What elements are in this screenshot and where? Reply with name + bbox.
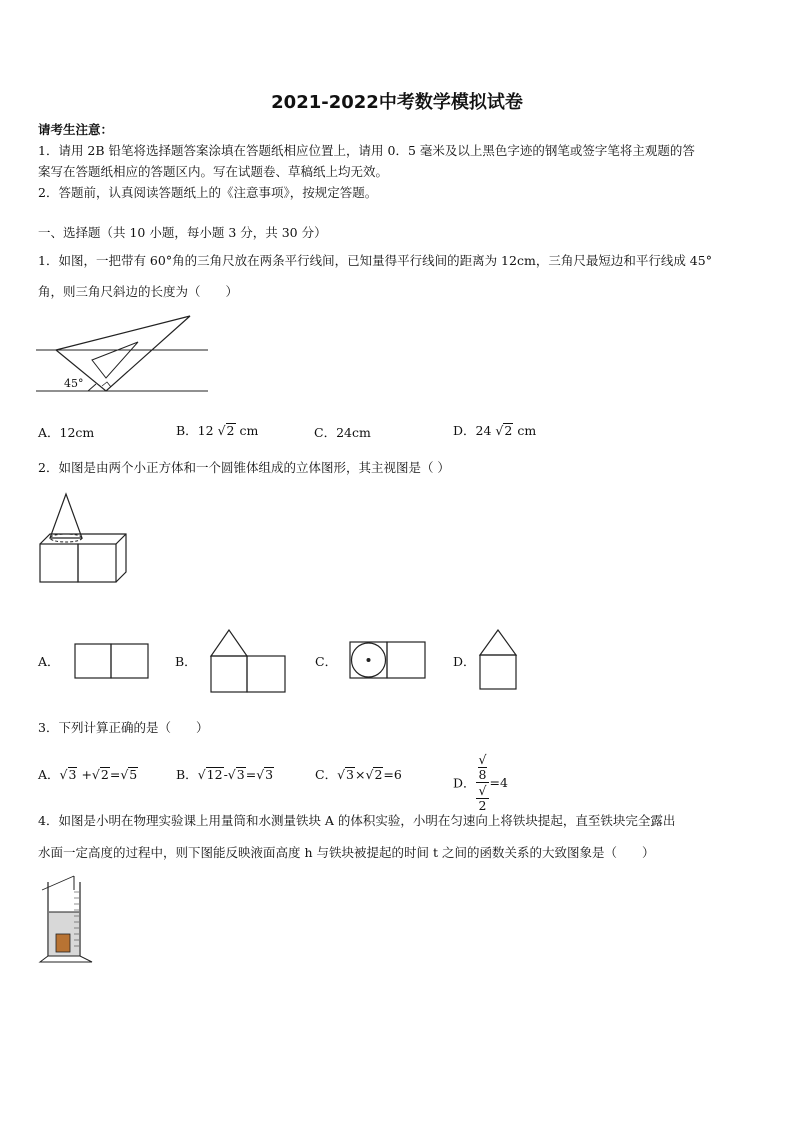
q2-option-b-figure <box>209 629 289 695</box>
q2-option-b-label: B． <box>175 654 197 669</box>
q2-option-c-figure <box>349 641 427 679</box>
q1-option-d: D．24 √2 cm <box>453 423 537 438</box>
q2-text: 2．如图是由两个小正方体和一个圆锥体组成的立体图形，其主视图是（ ） <box>38 460 450 475</box>
q3-option-a: A．√3 +√2=√5 <box>38 767 138 782</box>
q3-option-c: C．√3×√2=6 <box>315 767 402 782</box>
q2-figure-solid <box>38 492 132 586</box>
q4-text-line2: 水面一定高度的过程中，则下图能反映液面高度 h 与铁块被提起的时间 t 之间的函数关系的大致图象是（ ） <box>38 845 655 860</box>
q1-text-line2: 角，则三角尺斜边的长度为（ ） <box>38 284 239 299</box>
q3-text: 3．下列计算正确的是（ ） <box>38 720 209 735</box>
q4-figure-measuring-cylinder <box>38 872 96 964</box>
q4-text-line1: 4．如图是小明在物理实验课上用量筒和水测量铁块 A 的体积实验，小明在匀速向上将铁块提起，直至铁块完全露出 <box>38 813 676 828</box>
notice-item-2: 2．答题前，认真阅读答题纸上的《注意事项》，按规定答题。 <box>38 185 378 200</box>
notice-item-1a: 1．请用 2B 铅笔将选择题答案涂填在答题纸相应位置上，请用 0．5 毫米及以上黑色字迹的钢笔或签字笔将主观题的答 <box>38 143 695 158</box>
q2-option-d-label: D． <box>453 654 476 669</box>
q1-option-a: A．12cm <box>38 425 95 440</box>
notice-heading: 请考生注意： <box>38 122 114 137</box>
page-title: 2021-2022中考数学模拟试卷 <box>271 92 523 113</box>
q3-option-d: D． √ 8 √ 2 =4 <box>453 752 508 813</box>
notice-item-1b: 案写在答题纸相应的答题区内。写在试题卷、草稿纸上均无效。 <box>38 164 389 179</box>
q1-angle-label: 45° <box>64 377 84 390</box>
q1-figure-triangle-ruler <box>36 312 211 396</box>
q3-option-b: B．√12-√3=√3 <box>176 767 274 782</box>
q1-text-line1: 1．如图，一把带有 60°角的三角尺放在两条平行线间，已知量得平行线间的距离为 12cm，三角尺最短边和平行线成 45° <box>38 253 712 268</box>
q2-option-a-figure <box>74 643 150 679</box>
section-heading: 一、选择题（共 10 小题，每小题 3 分，共 30 分） <box>38 225 327 240</box>
q1-option-c: C．24cm <box>314 425 371 440</box>
q2-option-d-figure <box>478 629 520 691</box>
q2-option-a-label: A． <box>38 654 60 669</box>
q2-option-c-label: C． <box>315 654 338 669</box>
q1-option-b: B．12 √2 cm <box>176 423 259 438</box>
